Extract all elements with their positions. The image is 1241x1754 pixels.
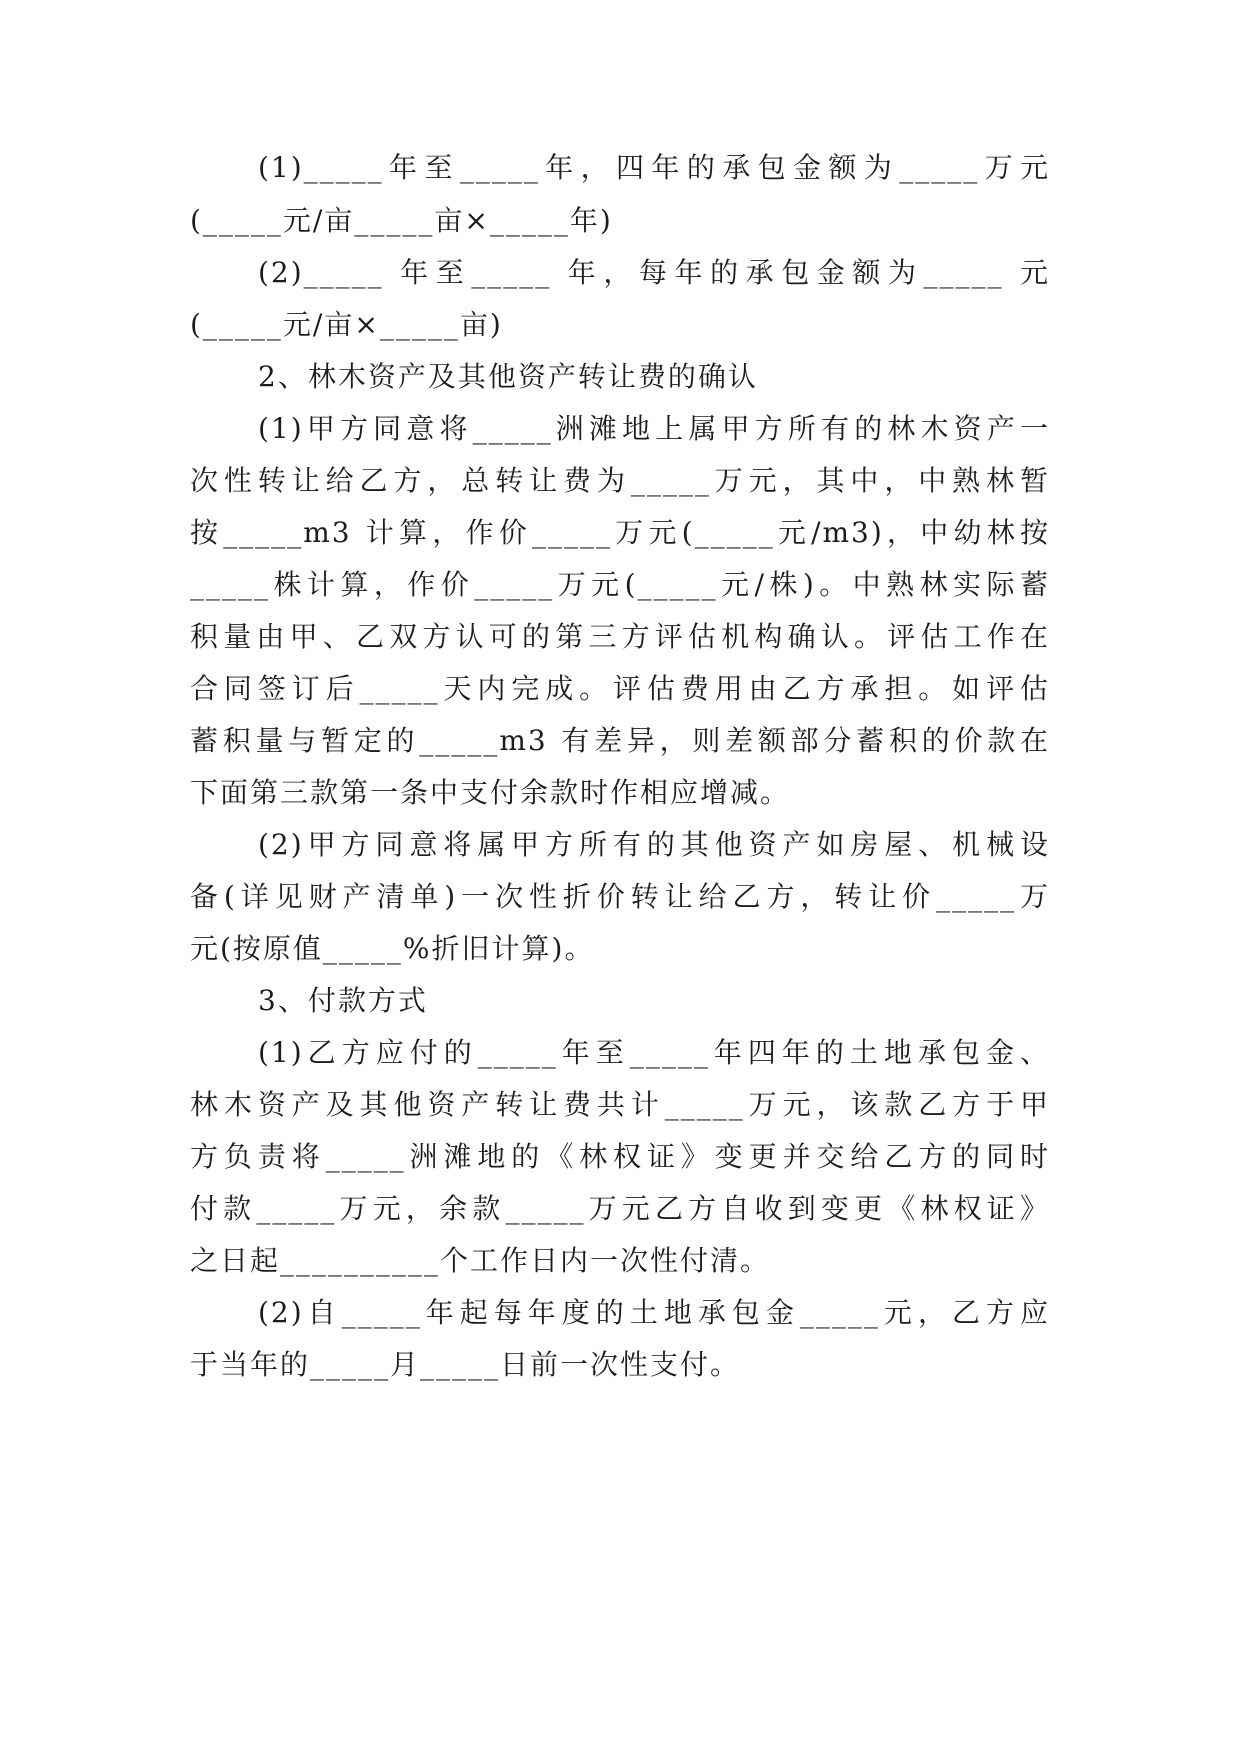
text-line: 次性转让给乙方，总转让费为_____万元，其中，中熟林暂 xyxy=(190,464,1050,497)
text-line: 按_____m3 计算，作价_____万元(_____元/m3)，中幼林按 xyxy=(190,516,1050,549)
text-line: 付款_____万元，余款_____万元乙方自收到变更《林权证》 xyxy=(190,1192,1050,1225)
text-line: 蓄积量与暂定的_____m3 有差异，则差额部分蓄积的价款在 xyxy=(190,724,1050,757)
text-line: (1)甲方同意将_____洲滩地上属甲方所有的林木资产一 xyxy=(258,412,1050,445)
text-line: 方负责将_____洲滩地的《林权证》变更并交给乙方的同时 xyxy=(190,1140,1050,1173)
section-heading: 2、林木资产及其他资产转让费的确认 xyxy=(258,360,758,393)
text-line: 林木资产及其他资产转让费共计_____万元，该款乙方于甲 xyxy=(190,1088,1050,1121)
text-line: 于当年的_____月_____日前一次性支付。 xyxy=(190,1348,741,1381)
text-line: (1)乙方应付的_____年至_____年四年的土地承包金、 xyxy=(258,1036,1050,1069)
text-line: _____株计算，作价_____万元(_____元/株)。中熟林实际蓄 xyxy=(190,568,1050,601)
text-line: 合同签订后_____天内完成。评估费用由乙方承担。如评估 xyxy=(190,672,1050,705)
text-line: 下面第三款第一条中支付余款时作相应增减。 xyxy=(190,776,791,809)
text-line: 备(详见财产清单)一次性折价转让给乙方，转让价_____万 xyxy=(190,880,1050,913)
text-line: (1)_____年至_____年，四年的承包金额为_____万元 xyxy=(258,151,1050,184)
text-line: (2)_____ 年至_____ 年，每年的承包金额为_____ 元 xyxy=(258,256,1050,289)
section-heading: 3、付款方式 xyxy=(258,984,428,1017)
text-line: (_____元/亩×_____亩) xyxy=(190,308,503,341)
text-line: 积量由甲、乙双方认可的第三方评估机构确认。评估工作在 xyxy=(190,620,1050,653)
text-line: (2)自_____年起每年度的土地承包金_____元，乙方应 xyxy=(258,1296,1050,1329)
text-line: (_____元/亩_____亩×_____年) xyxy=(190,204,613,237)
text-line: 之日起__________个工作日内一次性付清。 xyxy=(190,1244,771,1277)
text-line: (2)甲方同意将属甲方所有的其他资产如房屋、机械设 xyxy=(258,828,1050,861)
text-line: 元(按原值_____%折旧计算)。 xyxy=(190,932,595,965)
